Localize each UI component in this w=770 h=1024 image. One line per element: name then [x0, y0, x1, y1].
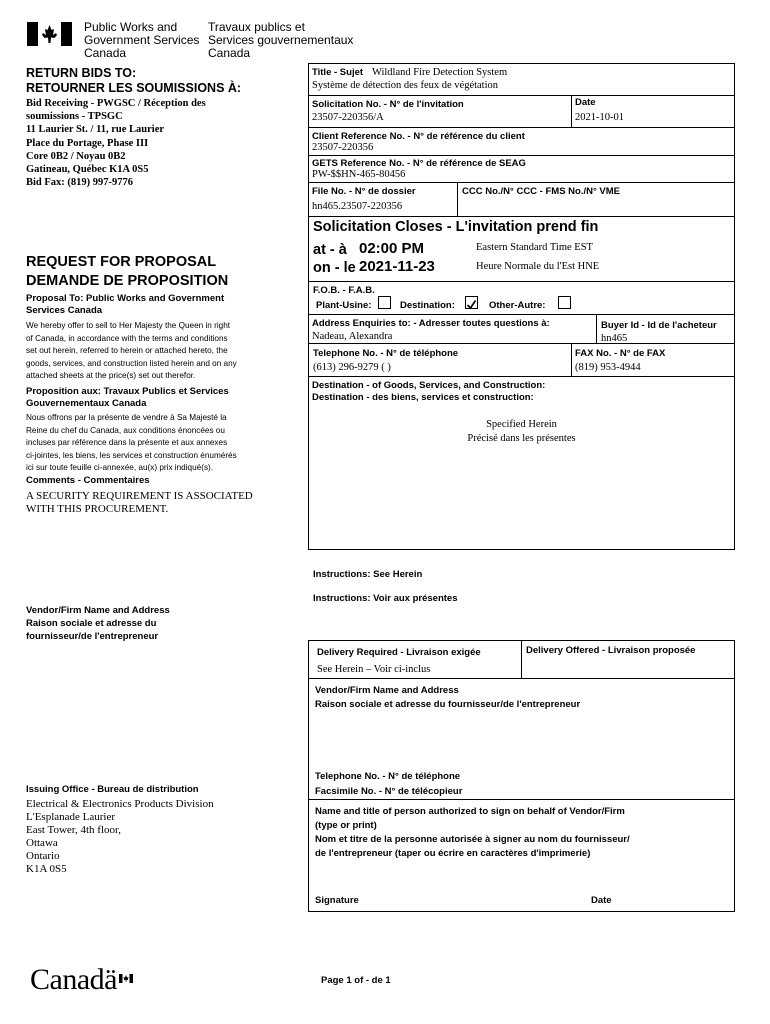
offer-fr-line: ici sur toute feuille ci-annexée, au(x) prix indiqué(s).: [26, 463, 214, 472]
comments-label: Comments - Commentaires: [26, 475, 150, 486]
auth-line: (type or print): [315, 820, 377, 831]
delivery-offered-label[interactable]: Delivery Offered - Livraison proposée: [526, 645, 696, 656]
comments-line: WITH THIS PROCUREMENT.: [26, 502, 169, 515]
vendor-name-label-en: Vendor/Firm Name and Address: [315, 685, 459, 696]
dept-fr-line: Services gouvernementaux: [208, 33, 354, 47]
auth-line: Name and title of person authorized to sign on behalf of Vendor/Firm: [315, 806, 625, 817]
vendor-left-line: fournisseur/de l'entrepreneur: [26, 631, 159, 642]
vendor-left-line: Vendor/Firm Name and Address: [26, 605, 170, 616]
solicitation-no-value: 23507-220356/A: [312, 112, 384, 123]
telephone-label: Telephone No. - N° de téléphone: [313, 348, 459, 359]
authorized-person-label: [315, 805, 630, 861]
vendor-facsimile-label[interactable]: Facsimile No. - N° de télécopieur: [315, 786, 463, 797]
proposal-to: [26, 293, 224, 317]
gets-reference-label: GETS Reference No. - N° de référence de SEAG: [312, 158, 526, 169]
destination-checkbox[interactable]: [465, 296, 478, 309]
offer-en-line: We hereby offer to sell to Her Majesty the Queen in right: [26, 321, 231, 330]
rfp-title-fr: DEMANDE DE PROPOSITION: [26, 273, 229, 289]
address-line: Place du Portage, Phase III: [26, 137, 149, 149]
dept-fr-line: Canada: [208, 46, 251, 60]
offer-en-line: set out herein, referred to herein or attached hereto, the: [26, 346, 228, 355]
canada-wordmark-logo: Canadä: [30, 963, 117, 996]
telephone-value: (613) 296-9279 ( ): [313, 362, 391, 373]
offer-fr-line: Reine du chef du Canada, aux conditions énoncées ou: [26, 425, 225, 435]
delivery-required-label: Delivery Required - Livraison exigée: [317, 647, 481, 658]
offer-en-line: attached sheets at the price(s) set out therefor.: [26, 371, 196, 380]
closes-at-label: at - à: [313, 242, 347, 258]
solicitation-no-label: Solicitation No. - N° de l'invitation: [312, 99, 464, 110]
proposition-aux-line: Proposition aux: Travaux Publics et Services: [26, 386, 229, 397]
gets-reference-value: PW-$$HN-465-80456: [312, 169, 406, 180]
file-no-label: File No. - N° de dossier: [312, 186, 416, 197]
issuing-address-line: Electrical & Electronics Products Division: [26, 798, 214, 810]
other-label: Other-Autre:: [489, 300, 546, 311]
plant-checkbox[interactable]: [378, 296, 391, 309]
offer-fr-line: Nous offrons par la présente de vendre à Sa Majesté la: [26, 413, 227, 422]
title-value-fr: Système de détection des feux de végétation: [312, 80, 499, 91]
vendor-telephone-label[interactable]: Telephone No. - N° de téléphone: [315, 771, 461, 782]
fob-label: F.O.B. - F.A.B.: [313, 285, 375, 296]
auth-line: de l'entrepreneur (taper ou écrire en caractères d'imprimerie): [315, 848, 591, 859]
offer-text-en: [26, 320, 237, 383]
title-field: [312, 66, 507, 92]
instructions-en: Instructions: See Herein: [313, 569, 423, 580]
dept-en-line: Government Services: [84, 33, 200, 47]
department-name-en: [84, 21, 199, 60]
closing-date: 2021-11-23: [359, 258, 435, 275]
closing-time: 02:00 PM: [359, 240, 425, 257]
offer-en-line: of Canada, in accordance with the terms and conditions: [26, 333, 228, 343]
return-bids-heading: [26, 66, 241, 96]
comments-line: A SECURITY REQUIREMENT IS ASSOCIATED: [26, 490, 253, 502]
address-line: 11 Laurier St. / 11, rue Laurier: [26, 124, 165, 136]
dept-en-line: Public Works and: [84, 20, 178, 34]
request-for-proposal-title: [26, 253, 228, 291]
dept-en-line: Canada: [84, 46, 127, 60]
vendor-left-line: Raison sociale et adresse du: [26, 618, 157, 629]
wordmark-flag-icon: [119, 970, 133, 988]
proposal-to-line: Proposal To: Public Works and Government: [26, 293, 225, 304]
signature-label[interactable]: Signature: [315, 895, 359, 906]
return-bids-title-en: RETURN BIDS TO:: [26, 66, 137, 80]
issuing-address-line: Ottawa: [26, 837, 58, 849]
timezone-en: Eastern Standard Time EST: [476, 242, 593, 253]
government-flag-logo: [27, 22, 72, 46]
address-enquiries-value: Nadeau, Alexandra: [312, 331, 393, 342]
proposition-aux: [26, 386, 229, 410]
file-no-value: hn465.23507-220356: [312, 201, 403, 212]
rfp-title-en: REQUEST FOR PROPOSAL: [26, 254, 217, 270]
dept-fr-line: Travaux publics et: [208, 20, 305, 34]
other-checkbox[interactable]: [558, 296, 571, 309]
department-name-fr: [208, 21, 353, 60]
return-bids-title-fr: RETOURNER LES SOUMISSIONS À:: [26, 81, 242, 95]
issuing-office-address: [26, 798, 214, 876]
buyer-id-value: hn465: [601, 333, 628, 343]
page-number: Page 1 of - de 1: [321, 975, 391, 986]
destination-value-fr: Précisé dans les présentes: [467, 433, 576, 444]
date-label: Date: [575, 97, 596, 108]
address-enquiries-label: Address Enquiries to: - Adresser toutes questions à:: [312, 318, 550, 329]
destination-goods-label-fr: Destination - des biens, services et construction:: [312, 392, 534, 403]
signature-date-label[interactable]: Date: [591, 895, 612, 906]
offer-fr-line: ci-jointes, les biens, les services et construction énumérés: [26, 450, 237, 460]
closes-on-label: on - le: [313, 260, 356, 276]
proposition-aux-line: Gouvernementaux Canada: [26, 398, 147, 409]
buyer-id-label: Buyer Id - Id de l'acheteur: [601, 320, 717, 331]
offer-text-fr: [26, 412, 237, 475]
address-line: Gatineau, Québec K1A 0S5: [26, 164, 149, 176]
vendor-name-field[interactable]: [312, 712, 732, 768]
address-line: soumissions - TPSGC: [26, 111, 123, 123]
address-line: Core 0B2 / Noyau 0B2: [26, 150, 126, 162]
return-bids-address: [26, 97, 206, 189]
delivery-required-value: See Herein – Voir ci-inclus: [317, 664, 431, 675]
instructions-fr: Instructions: Voir aux présentes: [313, 593, 458, 604]
destination-checkbox-label: Destination:: [400, 300, 455, 311]
issuing-address-line: L'Esplanade Laurier: [26, 811, 116, 823]
auth-line: Nom et titre de la personne autorisée à signer au nom du fournisseur/: [315, 834, 630, 845]
comments-text: [26, 490, 253, 515]
destination-value-en: Specified Herein: [486, 419, 557, 430]
timezone-fr: Heure Normale du l'Est HNE: [476, 261, 600, 272]
fax-value: (819) 953-4944: [575, 362, 641, 373]
solicitation-closes-title: Solicitation Closes - L'invitation prend fin: [313, 219, 599, 235]
issuing-office-label: Issuing Office - Bureau de distribution: [26, 784, 199, 795]
title-value-en: Wildland Fire Detection System: [371, 67, 508, 78]
plant-label: Plant-Usine:: [316, 300, 372, 311]
offer-en-line: goods, services, and construction listed herein and on any: [26, 358, 237, 368]
title-label: Title - Sujet: [312, 67, 364, 78]
date-value: 2021-10-01: [575, 112, 624, 123]
destination-goods-label-en: Destination - of Goods, Services, and Construction:: [312, 380, 546, 391]
client-reference-value: 23507-220356: [312, 142, 374, 153]
proposal-to-line: Services Canada: [26, 305, 103, 316]
fax-label: FAX No. - N° de FAX: [575, 348, 666, 359]
vendor-name-label-fr: Raison sociale et adresse du fournisseur/de l'entrepreneur: [315, 699, 581, 710]
issuing-address-line: Ontario: [26, 850, 60, 862]
issuing-address-line: K1A 0S5: [26, 863, 67, 875]
ccc-fms-label: CCC No./N° CCC - FMS No./N° VME: [462, 186, 621, 197]
address-line: Bid Receiving - PWGSC / Réception des: [26, 98, 206, 109]
checkmark-icon: [466, 299, 477, 310]
offer-fr-line: incluses par référence dans la présente et aux annexes: [26, 438, 228, 447]
client-reference-label: Client Reference No. - N° de référence du client: [312, 131, 525, 142]
authorized-person-field[interactable]: [312, 862, 732, 890]
address-line: Bid Fax: (819) 997-9776: [26, 177, 134, 189]
issuing-address-line: East Tower, 4th floor,: [26, 824, 121, 836]
vendor-firm-label-left: [26, 604, 170, 643]
